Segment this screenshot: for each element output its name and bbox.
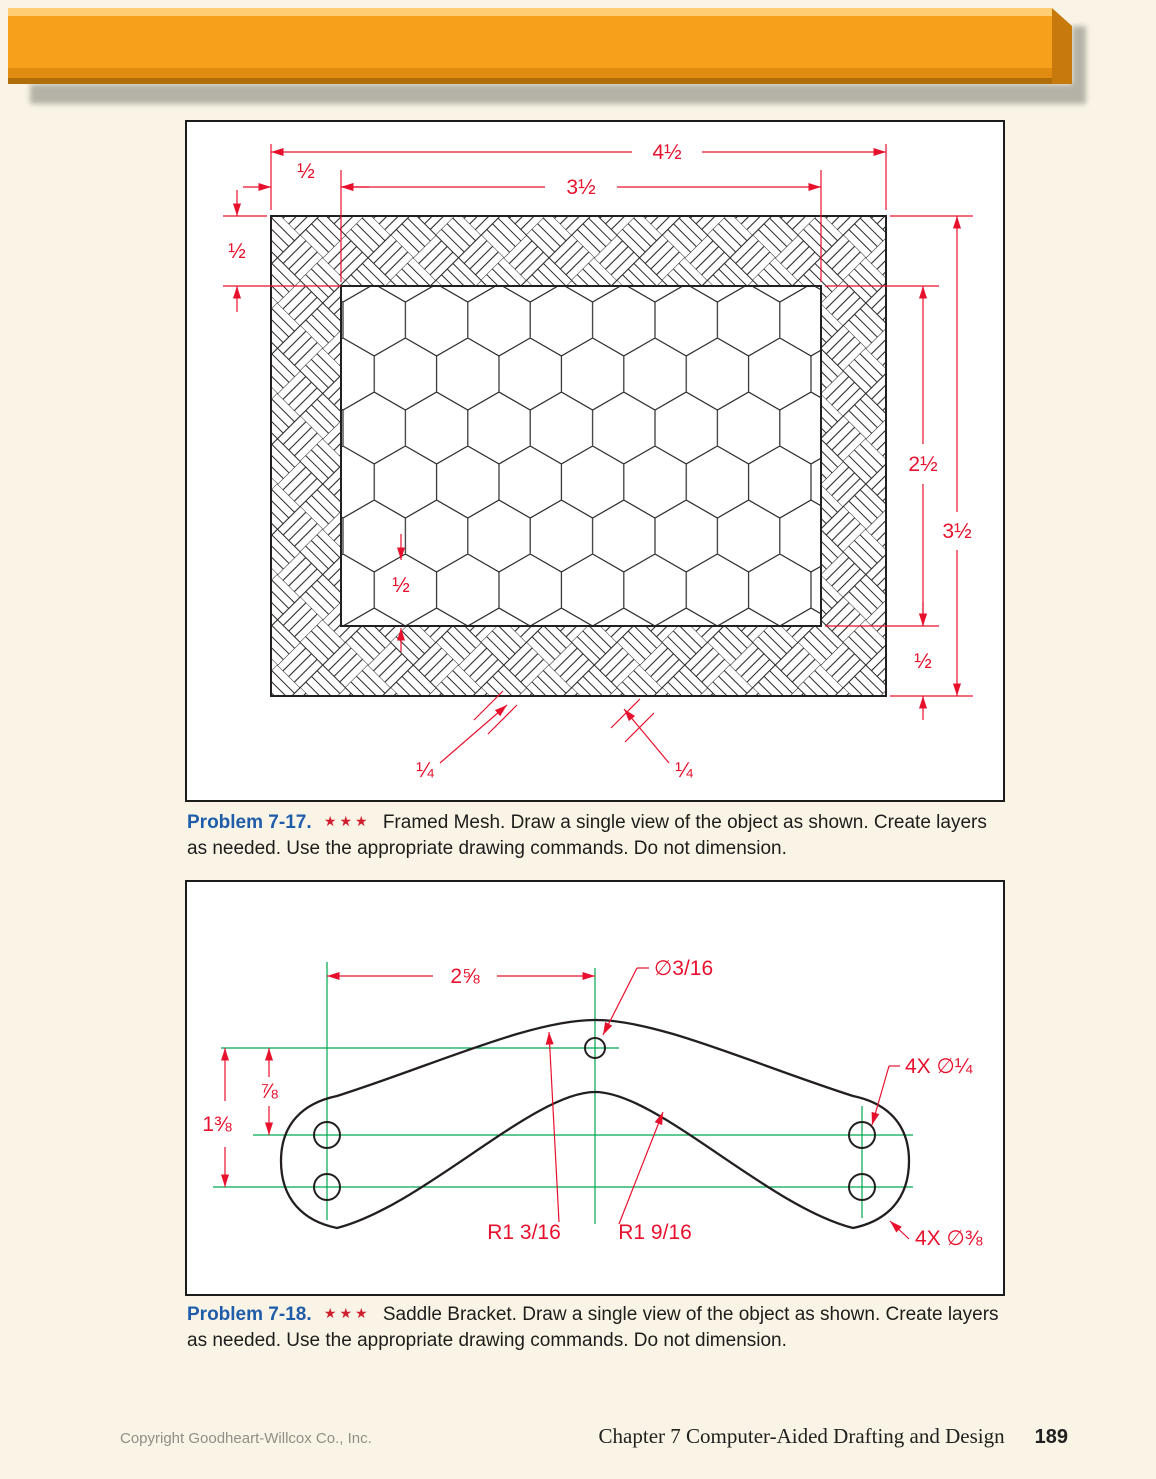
banner-bottom-edge — [8, 78, 1052, 84]
saddle-bracket-drawing — [187, 882, 1003, 1294]
dim-corner-holes-dia: 4X ∅¼ — [905, 1055, 973, 1078]
problem-7-18-text: Saddle Bracket. Draw a single view of the object as shown. Create layers as needed. Use the appropriate drawing commands. Do not dimension. — [187, 1304, 999, 1352]
dim-weave-right: ¼ — [675, 759, 693, 782]
dim-hex-size: ½ — [392, 574, 410, 597]
figure-7-18-frame — [185, 880, 1005, 1296]
dim-upper-height: ⅞ — [260, 1080, 278, 1103]
footer-chapter-block — [599, 1424, 1068, 1449]
banner-bar — [8, 16, 1052, 68]
dim-frame-bottom: ½ — [914, 650, 932, 673]
dim-radius-small: R1 3/16 — [487, 1221, 561, 1244]
dim-frame-left: ½ — [297, 160, 315, 183]
dim-inner-height: 2½ — [908, 453, 938, 476]
dim-overall-height: 3½ — [942, 520, 972, 543]
problem-7-17-difficulty-stars: ★★★ — [323, 813, 371, 829]
page-number: 189 — [1034, 1426, 1068, 1448]
figure-7-17-frame — [185, 120, 1005, 802]
problem-7-18-label: Problem 7-18. — [187, 1304, 312, 1325]
problem-7-18-caption — [187, 1302, 1005, 1354]
dim-radius-large: R1 9/16 — [618, 1221, 692, 1244]
banner-end-cap — [1052, 8, 1072, 84]
problem-7-17-label: Problem 7-17. — [187, 812, 312, 833]
dim-hole-spacing: 2⅝ — [450, 965, 480, 988]
chapter-title: Chapter 7 Computer-Aided Drafting and Design — [598, 1424, 1005, 1448]
dim-center-hole-dia: ∅3/16 — [654, 957, 714, 980]
dim-frame-top: ½ — [228, 240, 246, 263]
dim-end-holes-dia: 4X ∅⅜ — [915, 1227, 983, 1250]
problem-7-18-difficulty-stars: ★★★ — [323, 1305, 371, 1321]
framed-mesh-drawing — [187, 122, 1003, 800]
dim-overall-width: 4½ — [652, 141, 682, 164]
hex-mesh — [341, 286, 821, 626]
centerlines — [213, 962, 913, 1224]
banner-top-highlight — [8, 8, 1052, 16]
banner-bottom-band — [8, 68, 1052, 78]
dim-overall-height: 1⅜ — [202, 1113, 232, 1136]
dim-inner-width: 3½ — [566, 176, 596, 199]
dim-weave-left: ¼ — [416, 759, 434, 782]
copyright-notice: Copyright Goodheart-Willcox Co., Inc. — [120, 1430, 372, 1447]
problem-7-17-text: Framed Mesh. Draw a single view of the object as shown. Create layers as needed. Use the appropriate drawing commands. Do not dimension. — [187, 812, 987, 860]
chapter-banner — [0, 0, 1156, 112]
framed-mesh-object — [271, 216, 886, 696]
problem-7-17-caption — [187, 810, 1005, 862]
dimensions-7-18 — [202, 957, 982, 1250]
